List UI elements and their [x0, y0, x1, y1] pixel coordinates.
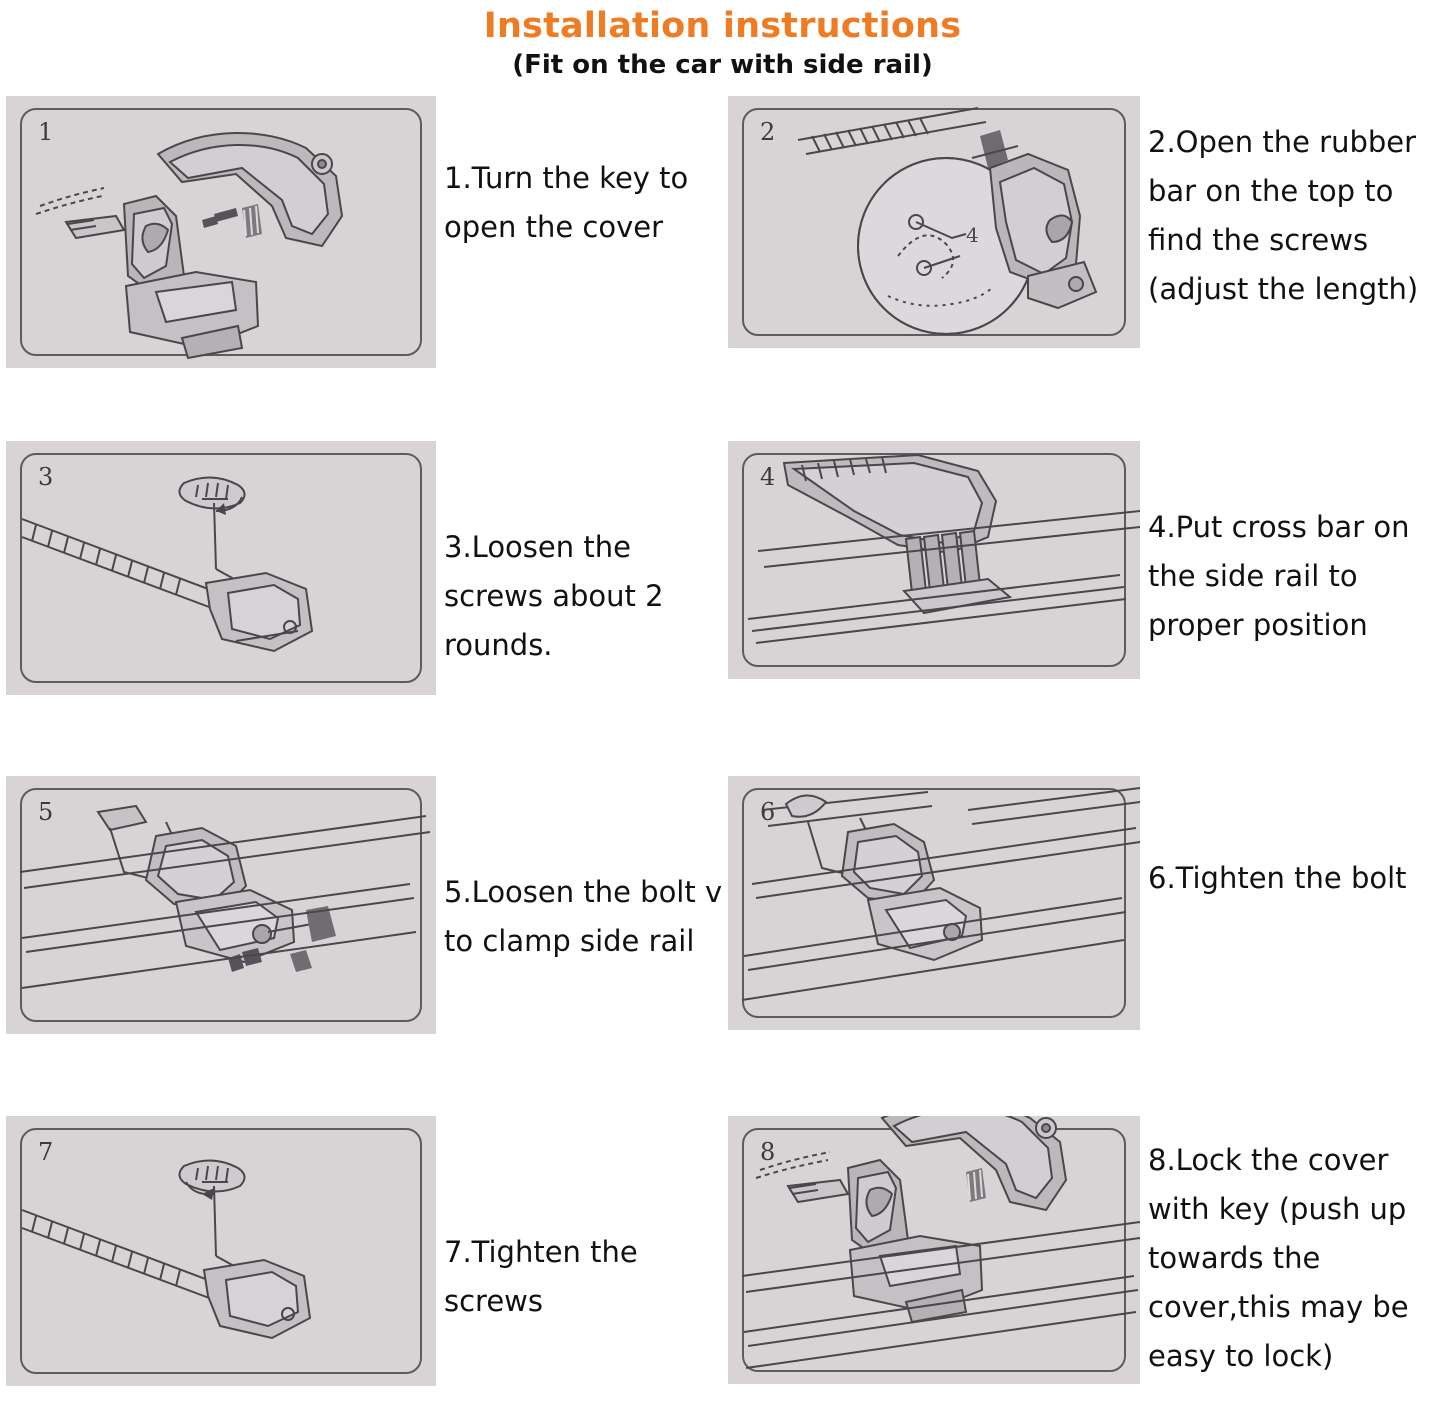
step-3 — [0, 441, 728, 695]
step-2-figure-number: 2 — [760, 118, 776, 146]
step-7-caption: 7.Tighten the screws — [444, 1235, 638, 1318]
step-8-figure-number: 8 — [760, 1138, 776, 1166]
step-2-illustration — [728, 96, 1140, 348]
svg-text:4: 4 — [966, 223, 979, 247]
step-1-caption: 1.Turn the key to open the cover — [444, 161, 689, 244]
steps-grid — [0, 96, 1445, 1416]
rubber-bar-screws-drawing — [728, 96, 1140, 348]
header — [0, 0, 1445, 82]
step-1-figure-number: 1 — [38, 118, 54, 146]
step-6 — [728, 776, 1445, 1030]
lock-cover-key-drawing — [728, 1116, 1140, 1384]
step-1-illustration — [6, 96, 436, 368]
step-5 — [0, 776, 728, 1034]
step-row-1 — [0, 96, 1445, 441]
loosen-screws-drawing — [6, 441, 436, 695]
step-5-illustration — [6, 776, 436, 1034]
roof-rack-key-drawing — [6, 96, 436, 368]
page-title: Installation instructions — [483, 6, 962, 46]
step-5-figure-number: 5 — [38, 798, 54, 826]
step-2 — [728, 96, 1445, 348]
step-5-caption: 5.Loosen the bolt v to clamp side rail — [444, 875, 723, 958]
loosen-bolt-clamp-drawing — [6, 776, 436, 1034]
step-8-illustration — [728, 1116, 1140, 1384]
cross-bar-position-drawing — [728, 441, 1140, 679]
step-4-illustration — [728, 441, 1140, 679]
step-3-illustration — [6, 441, 436, 695]
step-4-caption: 4.Put cross bar on the side rail to proper position — [1148, 510, 1410, 642]
step-6-illustration — [728, 776, 1140, 1030]
step-1 — [0, 96, 728, 368]
step-2-caption: 2.Open the rubber bar on the top to find the screws (adjust the length) — [1148, 125, 1419, 306]
step-row-4 — [0, 1116, 1445, 1416]
step-3-caption: 3.Loosen the screws about 2 rounds. — [444, 530, 664, 662]
page-subtitle: (Fit on the car with side rail) — [512, 50, 933, 80]
tighten-screws-drawing — [6, 1116, 436, 1386]
step-7 — [0, 1116, 728, 1386]
step-row-3 — [0, 776, 1445, 1116]
step-3-figure-number: 3 — [38, 463, 54, 491]
step-row-2 — [0, 441, 1445, 776]
step-4-figure-number: 4 — [760, 463, 776, 491]
step-8-caption: 8.Lock the cover with key (push up towards the cover,this may be easy to lock) — [1148, 1143, 1409, 1373]
tighten-bolt-drawing — [728, 776, 1140, 1030]
step-4 — [728, 441, 1445, 679]
step-6-caption: 6.Tighten the bolt — [1148, 861, 1407, 895]
step-8 — [728, 1116, 1445, 1384]
step-7-figure-number: 7 — [38, 1138, 54, 1166]
step-6-figure-number: 6 — [760, 798, 776, 826]
step-7-illustration — [6, 1116, 436, 1386]
